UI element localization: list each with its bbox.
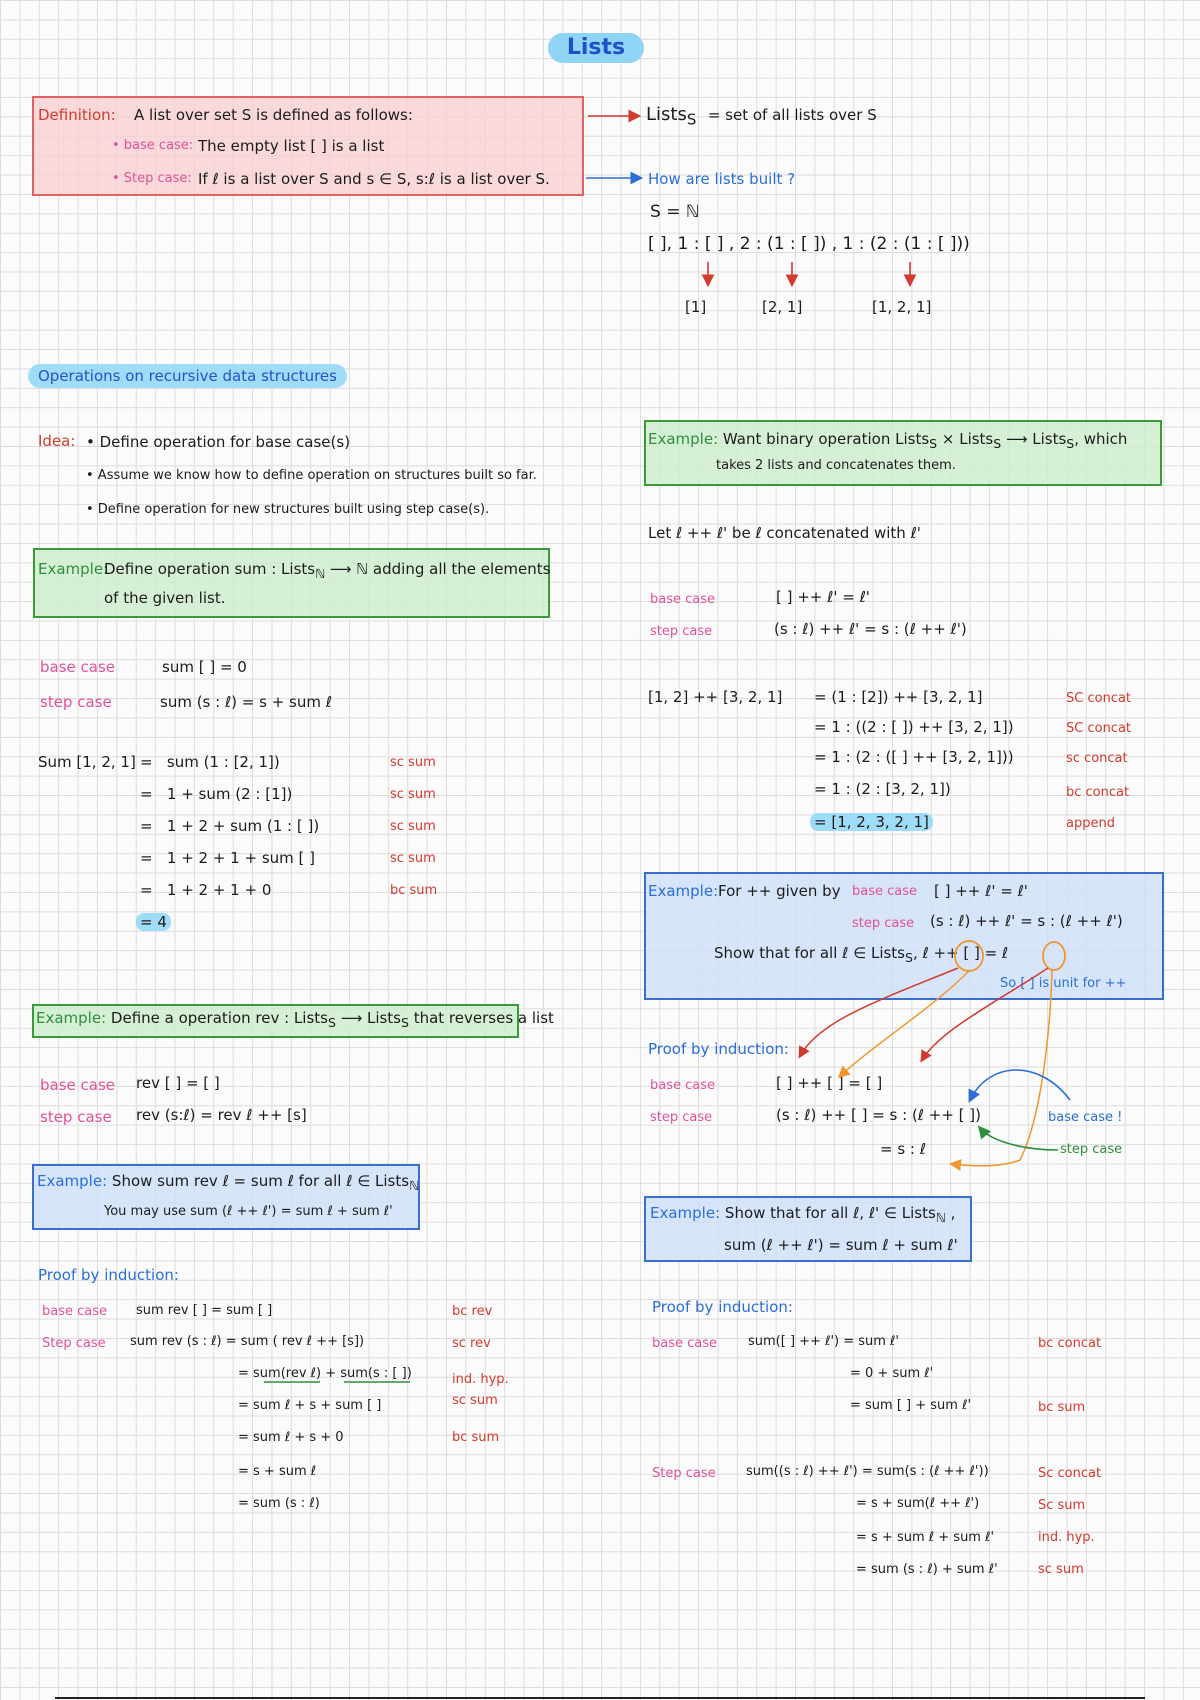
proof-rev-base-just: bc rev (452, 1304, 493, 1319)
example-unit-note: So [ ] is unit for ++ (1000, 976, 1127, 991)
proof-sum-concat-step-row-2: = s + sum ℓ + sum ℓ' (856, 1530, 995, 1545)
example-rev-sub2: S (401, 1015, 409, 1030)
proof-sum-concat-base-label: base case (652, 1336, 718, 1351)
page-bottom-rule (55, 1697, 1145, 1699)
proof-sum-concat-base-row-2: = sum [ ] + sum ℓ' (850, 1398, 972, 1413)
example-unit-show-sub: S (905, 950, 913, 965)
concat-base-label: base case (650, 592, 716, 607)
sum-calc-row-3: = 1 + 2 + sum (1 : [ ]) (140, 817, 320, 835)
proof-rev-just-1: ind. hyp. (452, 1372, 509, 1387)
proof-rev-row-2: = sum ℓ + s + sum [ ] (238, 1398, 382, 1413)
proof-sum-concat-step-just-3: sc sum (1038, 1562, 1084, 1577)
proof-rev-base-label: base case (42, 1304, 108, 1319)
proof-rev-just-3: bc sum (452, 1430, 500, 1445)
example-concat-line2: takes 2 lists and concatenates them. (716, 458, 956, 473)
example-unit-label: Example: (648, 882, 719, 900)
proof-sum-concat-base-expr: sum([ ] ++ ℓ') = sum ℓ' (748, 1334, 899, 1349)
circle-l-right (1043, 942, 1065, 970)
sum-step-label: step case (40, 693, 112, 711)
example-unit-show-expr: , ℓ ++ [ ] = ℓ (912, 944, 1009, 962)
proof-unit-note-step: step case (1060, 1142, 1123, 1157)
example-unit-base-expr: [ ] ++ ℓ' = ℓ' (934, 882, 1028, 900)
idea-label: Idea: (38, 432, 76, 450)
arrow-green-step-case (980, 1128, 1058, 1150)
example-sum-line1b: ⟶ ℕ adding all the elements (329, 560, 551, 578)
example-sum-concat-text: Show that for all ℓ, ℓ' ∈ Lists (724, 1204, 936, 1222)
example-unit-show-text: Show that for all ℓ ∈ Lists (714, 944, 905, 962)
concat-calc-lhs: [1, 2] ++ [3, 2, 1] (648, 688, 783, 706)
definition-step-label: • Step case: (112, 171, 192, 186)
sum-base-expr: sum [ ] = 0 (162, 658, 247, 676)
example-sum-label: Example: (38, 560, 109, 578)
proof-rev-heading: Proof by induction: (38, 1266, 179, 1284)
proof-rev-step-just: sc rev (452, 1336, 491, 1351)
sum-calc-row-4: = 1 + 2 + 1 + sum [ ] (140, 849, 316, 867)
sum-calc-just-5: bc sum (390, 883, 438, 898)
example-concat-sub2: S (993, 436, 1002, 451)
sum-calc-just-3: sc sum (390, 819, 436, 834)
proof-rev-just-2: sc sum (452, 1393, 498, 1408)
example-rev-text3: that reverses a list (408, 1009, 554, 1027)
proof-unit-step-label: step case (650, 1110, 713, 1125)
concat-calc-result-just: append (1066, 816, 1115, 831)
definition-base-text: The empty list [ ] is a list (198, 137, 385, 155)
arrow-red-to-base (800, 968, 958, 1056)
proof-rev-row-3: = sum ℓ + s + 0 (238, 1430, 344, 1445)
example-show-rev-label: Example: (37, 1172, 108, 1190)
example-show-rev-line2: You may use sum (ℓ ++ ℓ') = sum ℓ + sum ℓ' (104, 1204, 393, 1219)
sum-step-expr: sum (s : ℓ) = s + sum ℓ (160, 693, 332, 711)
idea-item-1: • Define operation for base case(s) (86, 433, 351, 451)
example-show-rev-sub: ℕ (409, 1178, 420, 1193)
proof-rev-step-label: Step case (42, 1336, 106, 1351)
list-construction-exprs: [ ], 1 : [ ] , 2 : (1 : [ ]) , 1 : (2 : (1 : [ ])) (648, 234, 970, 254)
example-unit-line1a: For ++ given by (718, 882, 841, 900)
lists-def-lhs: Lists (646, 104, 687, 125)
example-sum-concat-sub: ℕ (935, 1210, 946, 1225)
rev-base-label: base case (40, 1076, 116, 1094)
concat-calc-just-3: sc concat (1066, 751, 1128, 766)
concat-calc-row-4: = 1 : (2 : [3, 2, 1]) (814, 780, 951, 798)
proof-sum-concat-step-expr: sum((s : ℓ) ++ ℓ') = sum(s : (ℓ ++ ℓ')) (746, 1464, 989, 1479)
built-list-result-2: [2, 1] (762, 298, 803, 316)
sum-calc-result: = 4 (136, 913, 171, 931)
sum-calc-row-5: = 1 + 2 + 1 + 0 (140, 881, 272, 899)
page-title: Lists (548, 33, 644, 63)
sum-calc-row-1: = sum (1 : [2, 1]) (140, 753, 280, 771)
proof-sum-concat-base-just-2: bc sum (1038, 1400, 1086, 1415)
sum-calc-just-2: sc sum (390, 787, 436, 802)
definition-step-text: If ℓ is a list over S and s ∈ S, s:ℓ is a list over S. (198, 170, 550, 188)
concat-calc-just-1: SC concat (1066, 691, 1132, 706)
proof-sum-concat-step-row-3: = sum (s : ℓ) + sum ℓ' (856, 1562, 998, 1577)
concat-base-expr: [ ] ++ ℓ' = ℓ' (776, 588, 870, 606)
definition-base-label: • base case: (112, 138, 194, 153)
proof-sum-concat-step-just: Sc concat (1038, 1466, 1102, 1481)
example-rev-label: Example: (36, 1009, 107, 1027)
lists-def-sub: S (686, 110, 697, 129)
example-concat-text-b: ⟶ Lists (1001, 430, 1067, 448)
example-concat-text-c: , which (1074, 430, 1128, 448)
arrow-orange-1 (840, 970, 970, 1076)
proof-sum-concat-heading: Proof by induction: (652, 1298, 793, 1316)
rev-base-expr: rev [ ] = [ ] (136, 1074, 220, 1092)
proof-sum-concat-base-row-1: = 0 + sum ℓ' (850, 1366, 934, 1381)
lists-def-rhs: = set of all lists over S (707, 106, 877, 124)
example-rev-text2: ⟶ Lists (340, 1009, 401, 1027)
built-list-result-1: [1] (685, 298, 707, 316)
arrow-red-to-step (922, 968, 1048, 1060)
example-concat-label: Example: (648, 430, 719, 448)
proof-rev-row-1: = sum(rev ℓ) + sum(s : [ ]) (238, 1366, 412, 1381)
s-equals-n: S = ℕ (650, 202, 700, 222)
concat-calc-just-4: bc concat (1066, 785, 1130, 800)
example-sum-line1-text: Define operation sum : Lists (104, 560, 316, 578)
example-concat-mid: × Lists (937, 430, 994, 448)
idea-item-2: • Assume we know how to define operation on structures built so far. (86, 468, 537, 483)
rev-step-label: step case (40, 1108, 112, 1126)
proof-unit-base-label: base case (650, 1078, 716, 1093)
example-concat-text: Want binary operation Lists (722, 430, 930, 448)
sum-calc-just-4: sc sum (390, 851, 436, 866)
concat-calc-row-3: = 1 : (2 : ([ ] ++ [3, 2, 1])) (814, 748, 1014, 766)
sum-calc-row-2: = 1 + sum (2 : [1]) (140, 785, 293, 803)
proof-sum-concat-step-just-2: ind. hyp. (1038, 1530, 1095, 1545)
operations-heading: Operations on recursive data structures (28, 364, 347, 388)
example-sum-sub: ℕ (315, 566, 326, 581)
arrow-orange-2 (952, 970, 1052, 1166)
proof-unit-row-2: = s : ℓ (880, 1140, 926, 1158)
proof-unit-step-expr: (s : ℓ) ++ [ ] = s : (ℓ ++ [ ]) (776, 1106, 982, 1124)
example-rev-sub: S (327, 1015, 336, 1030)
idea-item-3: • Define operation for new structures built using step case(s). (86, 502, 490, 517)
proof-sum-concat-step-just-1: Sc sum (1038, 1498, 1086, 1513)
proof-rev-row-4: = s + sum ℓ (238, 1464, 317, 1479)
example-sum-concat-text-b: , (945, 1204, 956, 1222)
built-list-result-3: [1, 2, 1] (872, 298, 932, 316)
example-concat-sub3: S (1066, 436, 1075, 451)
example-unit-base-label: base case (852, 884, 918, 899)
sum-calc-just-1: sc sum (390, 755, 436, 770)
arrow-blue-base-case (970, 1070, 1070, 1100)
how-built-question: How are lists built ? (648, 170, 796, 188)
concat-step-expr: (s : ℓ) ++ ℓ' = s : (ℓ ++ ℓ') (774, 620, 967, 638)
concat-calc-result: = [1, 2, 3, 2, 1] (810, 813, 933, 831)
let-line: Let ℓ ++ ℓ' be ℓ concatenated with ℓ' (648, 524, 921, 542)
proof-rev-row-5: = sum (s : ℓ) (238, 1496, 320, 1511)
example-show-rev-text: Show sum rev ℓ = sum ℓ for all ℓ ∈ Lists (111, 1172, 410, 1190)
example-sum-concat-line2: sum (ℓ ++ ℓ') = sum ℓ + sum ℓ' (724, 1236, 958, 1254)
concat-calc-just-2: SC concat (1066, 721, 1132, 736)
sum-calc-lhs: Sum [1, 2, 1] (38, 753, 136, 771)
circle-l-left (955, 941, 983, 971)
concat-step-label: step case (650, 624, 713, 639)
proof-sum-concat-base-just: bc concat (1038, 1336, 1102, 1351)
concat-calc-row-2: = 1 : ((2 : [ ]) ++ [3, 2, 1]) (814, 718, 1014, 736)
example-rev-text: Define a operation rev : Lists (110, 1009, 328, 1027)
concat-calc-row-1: = (1 : [2]) ++ [3, 2, 1] (814, 688, 983, 706)
example-unit-step-expr: (s : ℓ) ++ ℓ' = s : (ℓ ++ ℓ') (930, 912, 1123, 930)
example-unit-step-label: step case (852, 916, 915, 931)
proof-rev-base-expr: sum rev [ ] = sum [ ] (136, 1303, 273, 1318)
proof-sum-concat-step-row-1: = s + sum(ℓ ++ ℓ') (856, 1496, 980, 1511)
proof-unit-base-expr: [ ] ++ [ ] = [ ] (776, 1074, 883, 1092)
definition-label: Definition: (38, 106, 116, 124)
sum-base-label: base case (40, 658, 116, 676)
definition-text: A list over set S is defined as follows: (134, 106, 413, 124)
rev-step-expr: rev (s:ℓ) = rev ℓ ++ [s] (136, 1106, 307, 1124)
proof-sum-concat-step-label: Step case (652, 1466, 716, 1481)
proof-unit-note-base: base case ! (1048, 1110, 1123, 1125)
example-sum-concat-label: Example: (650, 1204, 721, 1222)
proof-unit-heading: Proof by induction: (648, 1040, 789, 1058)
proof-rev-step-expr: sum rev (s : ℓ) = sum ( rev ℓ ++ [s]) (130, 1334, 365, 1349)
example-concat-sub: S (929, 436, 938, 451)
example-sum-line2: of the given list. (104, 589, 226, 607)
